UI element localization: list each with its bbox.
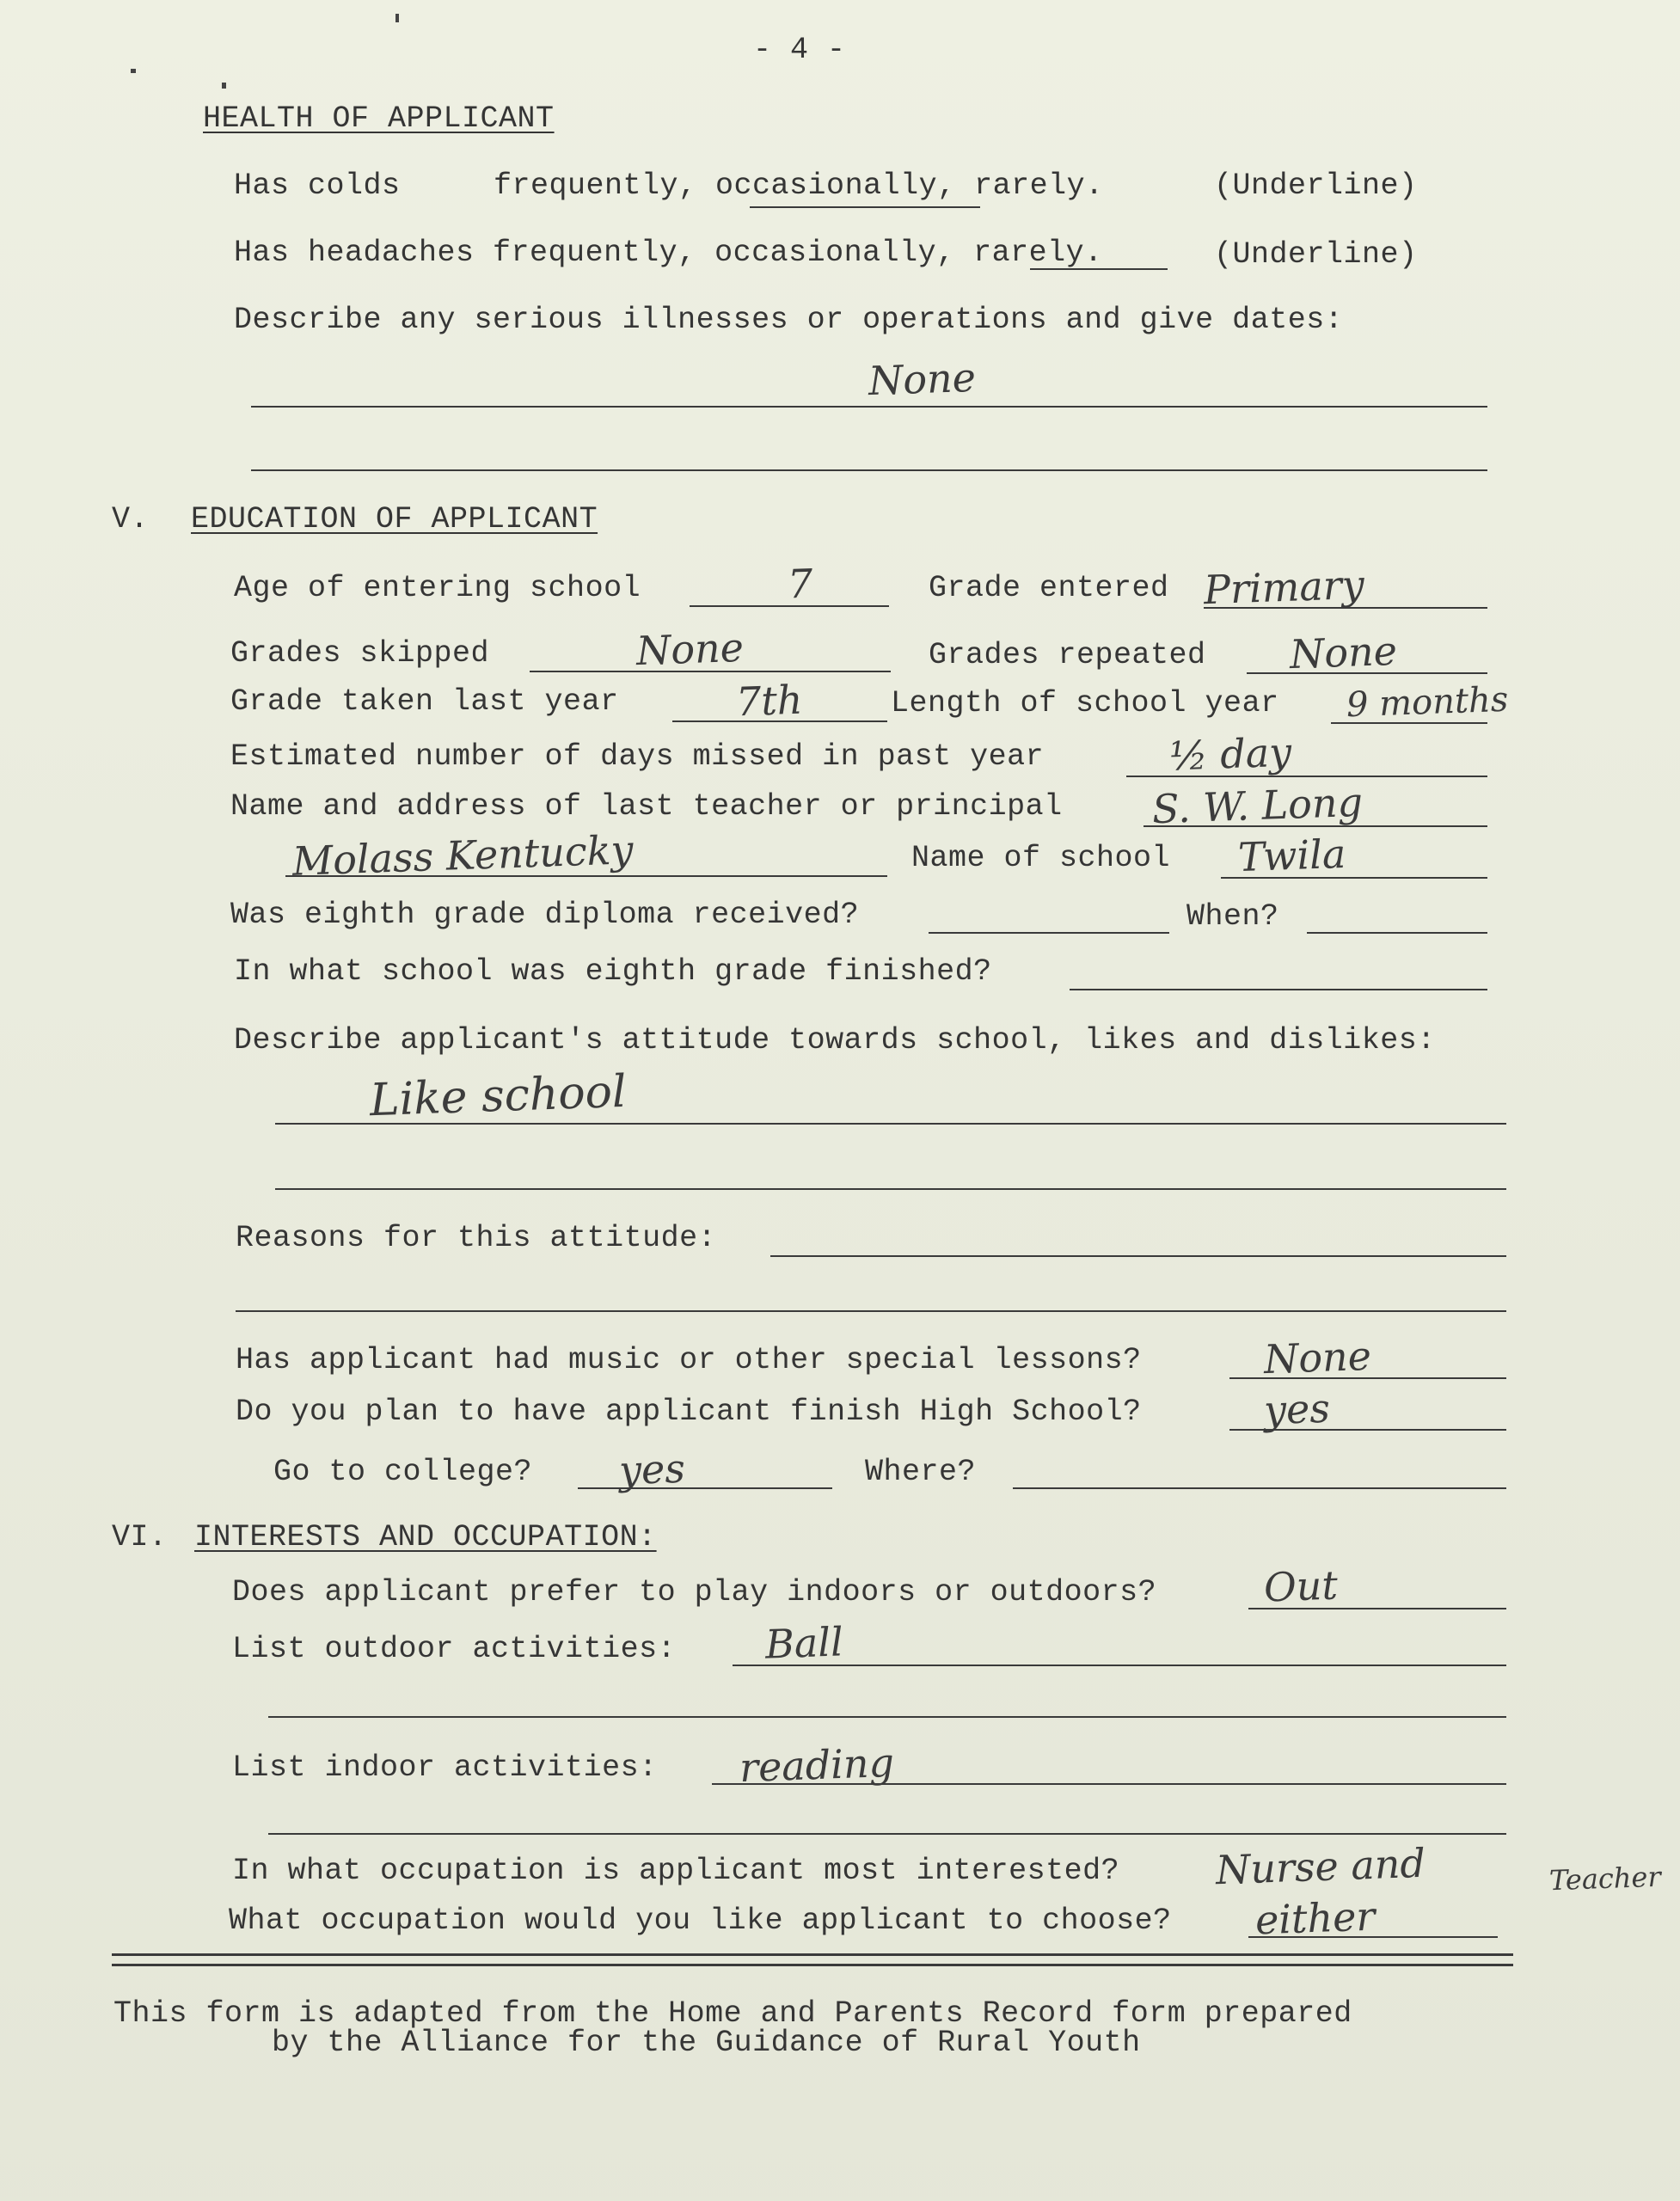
school-name-answer: Twila: [1237, 830, 1347, 881]
where-line: [1013, 1487, 1506, 1489]
diploma-label: Was eighth grade diploma received?: [230, 898, 860, 932]
reasons-label: Reasons for this attitude:: [236, 1221, 717, 1255]
teacher-name-line: [1144, 825, 1487, 827]
college-line: [578, 1487, 832, 1489]
outdoor-line-2: [268, 1716, 1506, 1718]
grade-last-year-line: [672, 720, 887, 722]
occupation-interest-extra: Teacher: [1548, 1860, 1662, 1898]
lessons-label: Has applicant had music or other special lessons?: [236, 1343, 1142, 1377]
college-label: Go to college?: [273, 1455, 533, 1489]
high-school-answer: yes: [1263, 1384, 1331, 1434]
separator-rule-1: [112, 1953, 1513, 1956]
grades-skipped-answer: None: [635, 623, 745, 675]
stray-mark: [222, 83, 226, 89]
interests-heading-num: VI.: [112, 1520, 168, 1554]
occupation-interest-label: In what occupation is applicant most interested?: [232, 1854, 1120, 1888]
age-entering-label: Age of entering school: [234, 571, 641, 605]
grades-skipped-line: [530, 671, 891, 672]
reasons-line-1: [770, 1255, 1506, 1257]
days-missed-label: Estimated number of days missed in past year: [230, 739, 1045, 774]
grade-entered-answer: Primary: [1203, 561, 1365, 614]
school-name-label: Name of school: [911, 841, 1171, 875]
colds-underline-note: (Underline): [1214, 169, 1418, 203]
length-year-answer: 9 months: [1346, 679, 1510, 726]
days-missed-line: [1126, 776, 1487, 777]
outdoor-answer: Ball: [764, 1618, 844, 1668]
page-number: - 4 -: [753, 33, 846, 67]
grade-last-year-answer: 7th: [735, 676, 804, 726]
occupation-interest-answer: Nurse and: [1215, 1839, 1426, 1894]
attitude-label: Describe applicant's attitude towards school, likes and dislikes:: [234, 1023, 1436, 1058]
teacher-address-answer: Molass Kentucky: [291, 826, 635, 885]
teacher-address-line: [285, 875, 887, 877]
underline-mark: [1030, 268, 1168, 270]
illness-answer: None: [868, 353, 977, 405]
where-label: Where?: [865, 1455, 977, 1489]
grade-entered-line: [1204, 607, 1487, 609]
grade-last-year-label: Grade taken last year: [230, 684, 619, 719]
teacher-label: Name and address of last teacher or principal: [230, 789, 1063, 824]
footer-line-1: This form is adapted from the Home and Parents Record form prepared: [113, 1996, 1352, 2031]
eighth-school-label: In what school was eighth grade finished?: [234, 954, 992, 989]
grades-repeated-answer: None: [1289, 627, 1398, 678]
footer-line-2: by the Alliance for the Guidance of Rural Youth: [272, 2026, 1141, 2060]
college-answer: yes: [618, 1444, 686, 1494]
indoor-label: List indoor activities:: [232, 1750, 658, 1785]
grades-skipped-label: Grades skipped: [230, 636, 490, 671]
indoor-line-1: [712, 1783, 1506, 1785]
high-school-label: Do you plan to have applicant finish High School?: [236, 1395, 1142, 1429]
school-name-line: [1221, 877, 1487, 879]
grade-entered-label: Grade entered: [929, 571, 1169, 605]
colds-label: Has colds: [234, 169, 401, 203]
length-year-line: [1331, 722, 1487, 724]
attitude-line-2: [275, 1188, 1506, 1190]
lessons-line: [1229, 1377, 1506, 1379]
outdoor-label: List outdoor activities:: [232, 1632, 677, 1666]
age-entering-line: [690, 605, 889, 607]
reasons-line-2: [236, 1310, 1506, 1312]
occupation-choose-label: What occupation would you like applicant to choose?: [229, 1904, 1172, 1938]
headaches-label: Has headaches frequently, occasionally, rarely.: [234, 236, 1103, 270]
high-school-line: [1229, 1429, 1506, 1431]
play-line: [1248, 1608, 1506, 1609]
stray-mark: [395, 14, 399, 22]
occupation-choose-answer: either: [1254, 1892, 1376, 1944]
education-heading-num: V.: [112, 502, 150, 536]
diploma-line: [929, 932, 1169, 934]
outdoor-line-1: [733, 1665, 1506, 1666]
stray-mark: [131, 69, 136, 73]
illness-label: Describe any serious illnesses or operations and give dates:: [234, 303, 1344, 337]
illness-line-1: [251, 406, 1487, 408]
days-missed-answer: ½ day: [1168, 728, 1292, 780]
indoor-answer: reading: [739, 1738, 895, 1792]
separator-rule-2: [112, 1964, 1513, 1966]
colds-options: frequently, occasionally, rarely.: [494, 169, 1104, 203]
length-year-label: Length of school year: [891, 686, 1279, 720]
when-label: When?: [1186, 899, 1279, 934]
attitude-line-1: [275, 1123, 1506, 1125]
lessons-answer: None: [1263, 1332, 1372, 1383]
grades-repeated-line: [1247, 672, 1487, 674]
teacher-name-answer: S. W. Long: [1151, 778, 1364, 833]
occupation-choose-line: [1248, 1936, 1498, 1938]
interests-heading: INTERESTS AND OCCUPATION:: [194, 1520, 657, 1554]
headaches-underline-note: (Underline): [1214, 237, 1418, 272]
play-label: Does applicant prefer to play indoors or outdoors?: [232, 1575, 1157, 1609]
underline-mark: [750, 206, 980, 208]
education-heading: EDUCATION OF APPLICANT: [191, 502, 598, 536]
illness-line-2: [251, 469, 1487, 471]
eighth-school-line: [1070, 989, 1487, 990]
age-entering-answer: 7: [787, 560, 814, 608]
indoor-line-2: [268, 1833, 1506, 1835]
attitude-answer: Like school: [369, 1065, 628, 1127]
when-line: [1307, 932, 1487, 934]
grades-repeated-label: Grades repeated: [929, 638, 1206, 672]
play-answer: Out: [1263, 1561, 1339, 1611]
health-heading: HEALTH OF APPLICANT: [203, 101, 555, 136]
